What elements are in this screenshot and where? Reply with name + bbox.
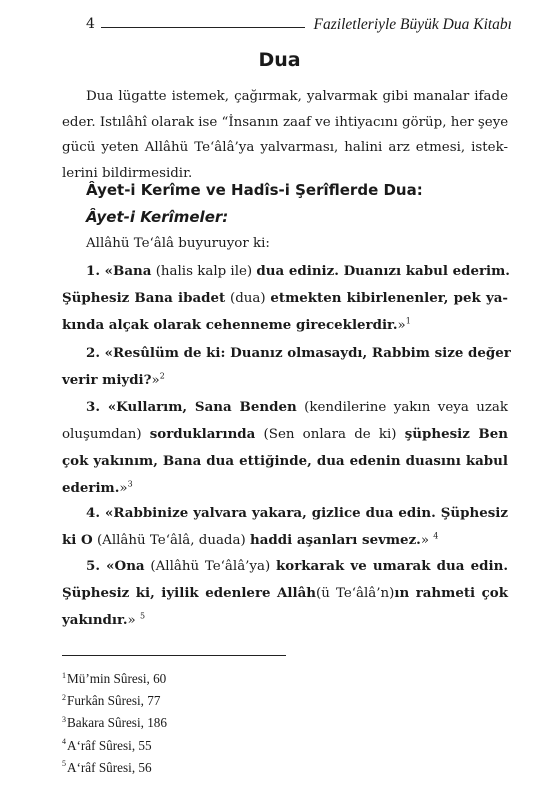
verse-line: Şüphesiz Bana ibadet (dua) etmekten kibirlenenler, pek ya- xyxy=(62,290,508,306)
footnote-ref: 4 xyxy=(433,531,439,541)
verse-line: verir miydi?»$^2$ xyxy=(62,371,165,388)
verse-line: çok yakınım, Bana dua ettiğinde, dua edenin duasını kabul xyxy=(62,453,508,469)
footnote-ref: 2 xyxy=(159,371,165,381)
intro-line: gücü yeten Allâhü Te‘âlâ’ya yalvarması, halini arz etmesi, istek- xyxy=(62,140,508,155)
page-number: 4 xyxy=(86,16,95,32)
footnotes xyxy=(62,668,167,779)
verse-line: yakındır.» $^5$ xyxy=(62,611,146,628)
footnote: $^3$Bakara Sûresi, 186 xyxy=(62,715,167,731)
verse-item-2 xyxy=(62,340,511,394)
footnote: $^2$Furkân Sûresi, 77 xyxy=(62,692,161,709)
running-header xyxy=(86,16,512,34)
intro-line: eder. Istılâhî olarak ise “İnsanın zaaf ve ihtiyacını görüp, her şeye xyxy=(62,114,509,130)
footnote-rule xyxy=(62,655,286,656)
intro-paragraph xyxy=(62,84,508,186)
book-title: Faziletleriyle Büyük Dua Kitabı xyxy=(313,16,512,33)
verse-line: ki O (Allâhü Te‘âlâ, duada) haddi aşanları sevmez.» $^4$ xyxy=(62,531,439,548)
footnote-ref: 5 xyxy=(139,611,146,621)
intro-line: lerini bildirmesidir. xyxy=(62,165,193,181)
verse-line: 4. «Rabbinize yalvara yakara, gizlice dua edin. Şüphesiz xyxy=(86,505,508,521)
verse-line: kında alçak olarak cehenneme gireceklerdir.»$^1$ xyxy=(62,316,411,333)
intro-line: Dua lügatte istemek, çağırmak, yalvarmak gibi manalar ifade xyxy=(86,89,508,104)
verse-item-1 xyxy=(62,258,508,339)
footnote: $^5$A‘râf Sûresi, 56 xyxy=(62,759,152,775)
verse-line: 2. «Resûlüm de ki: Duanız olmasaydı, Rabbim size değer xyxy=(86,345,511,361)
footnote: $^1$Mü’min Sûresi, 60 xyxy=(62,670,167,686)
footnote-ref: 1 xyxy=(405,316,411,326)
verse-line: ederim.»$^3$ xyxy=(62,479,133,496)
verse-line: oluşumdan) sorduklarında (Sen onlara de ki) şüphesiz Ben xyxy=(62,426,509,442)
subsubheading: Âyet-i Kerîmeler: xyxy=(86,208,229,226)
header-rule xyxy=(101,27,305,28)
verse-item-5 xyxy=(62,553,508,634)
verse-line: 5. «Ona (Allâhü Te‘âlâ’ya) korkarak ve umarak dua edin. xyxy=(86,558,508,574)
lead-sentence: Allâhü Te‘âlâ buyuruyor ki: xyxy=(86,236,270,251)
section-heading: Dua xyxy=(258,49,301,71)
verse-item-4 xyxy=(62,500,508,554)
footnote: $^4$A‘râf Sûresi, 55 xyxy=(62,737,152,753)
verse-item-3 xyxy=(62,394,508,502)
footnote-ref: 3 xyxy=(127,479,133,489)
verse-line: 1. «Bana (halis kalp ile) dua ediniz. Duanızı kabul ederim. xyxy=(86,263,510,279)
verse-line: Şüphesiz ki, iyilik edenlere Allâh(ü Te‘âlâ’n)ın rahmeti çok xyxy=(62,585,508,601)
verse-line: 3. «Kullarım, Sana Benden (kendilerine yakın veya uzak xyxy=(86,399,509,415)
subheading: Âyet-i Kerîme ve Hadîs-i Şerîflerde Dua: xyxy=(86,181,423,199)
